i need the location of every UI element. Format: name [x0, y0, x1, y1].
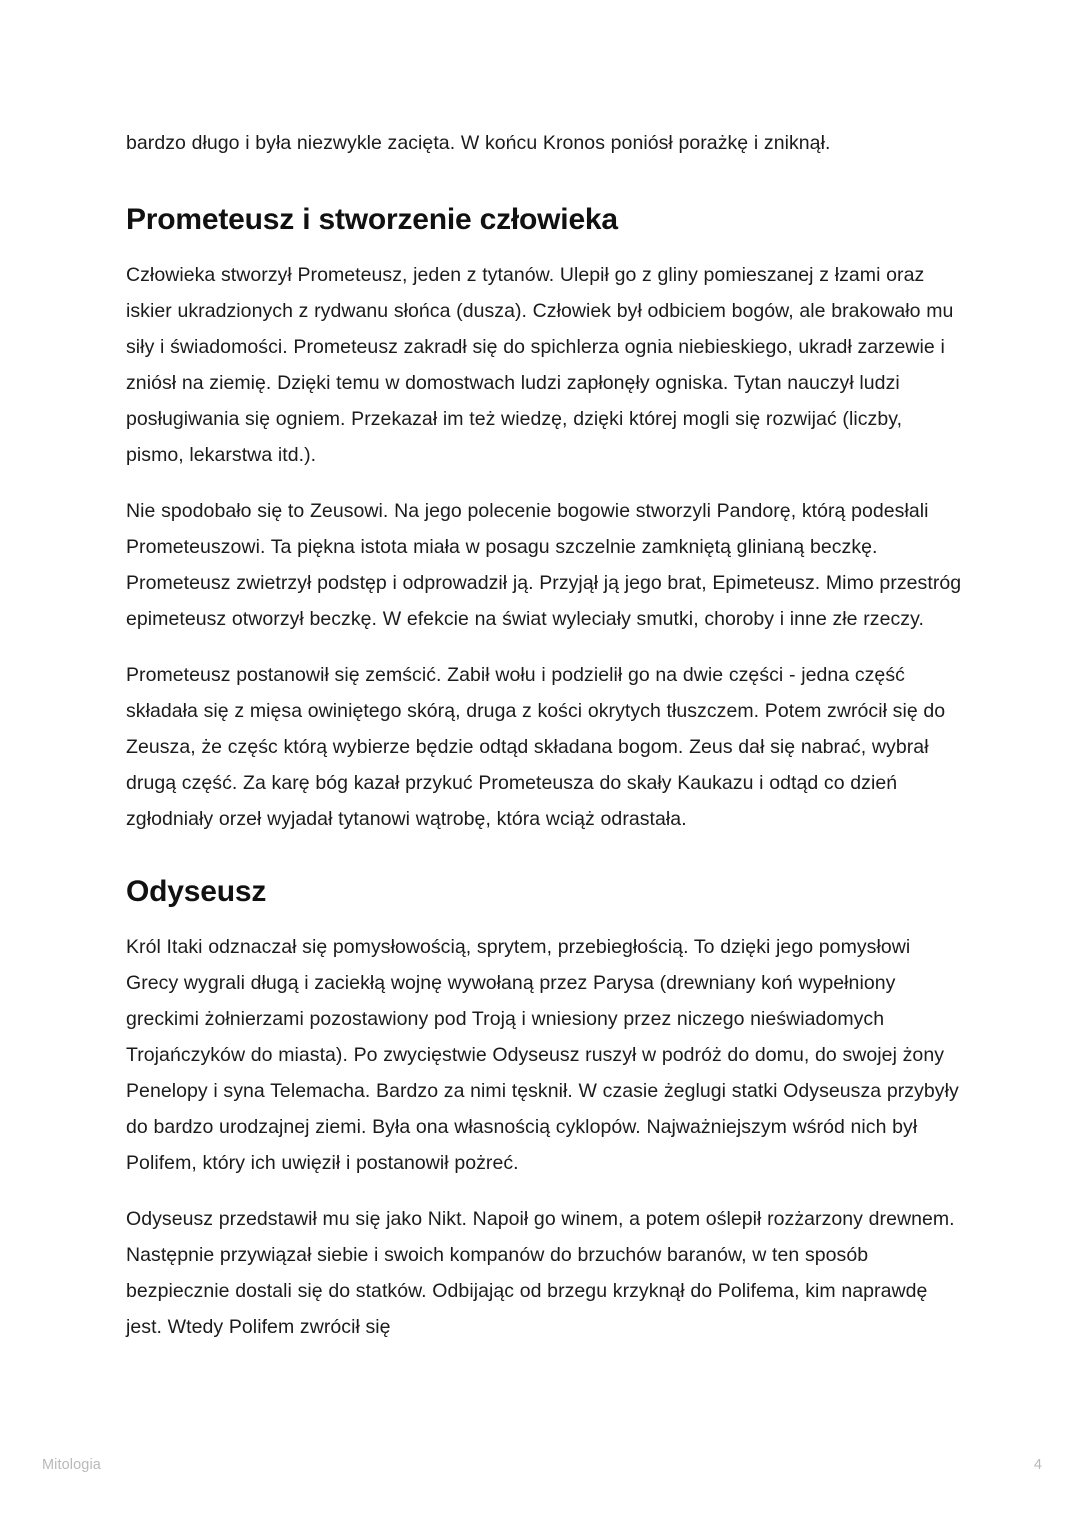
paragraph-prometeusz-1: Człowieka stworzył Prometeusz, jeden z tytanów. Ulepił go z gliny pomieszanej z łzami oraz iskier ukradzionych z rydwanu słońca (dusza). Człowiek był odbiciem bogów, ale brakowało mu siły i świadomości. Prometeusz zakradł się do spichlerza ognia niebieskiego, ukradł zarzewie i zniósł na ziemię. Dzięki temu w domostwach ludzi zapłonęły ogniska. Tytan nauczył ludzi posługiwania się ogniem. Przekazał im też wiedzę, dzięki której mogli się rozwijać (liczby, pismo, lekarstwa itd.). — [126, 264, 954, 466]
heading-prometeusz: Prometeusz i stworzenie człowieka — [126, 203, 618, 236]
paragraph-prometeusz-3: Prometeusz postanowił się zemścić. Zabił wołu i podzielił go na dwie części - jedna część składała się z mięsa owiniętego skórą, druga z kości okrytych tłuszczem. Potem zwrócił się do Zeusza, że częśc którą wybierze będzie odtąd składana bogom. Zeus dał się nabrać, wybrał drugą część. Za karę bóg kazał przykuć Prometeusza do skały Kaukazu i odtąd co dzień zgłodniały orzeł wyjadał tytanowi wątrobę, która wciąż odrastała. — [126, 664, 946, 830]
paragraph-odyseusz-2: Odyseusz przedstawił mu się jako Nikt. Napoił go winem, a potem oślepił rozżarzony drewnem. Następnie przywiązał siebie i swoich kompanów do brzuchów baranów, w ten sposób bezpiecznie dostali się do statków. Odbijając od brzegu krzyknął do Polifema, kim naprawdę jest. Wtedy Polifem zwrócił się — [126, 1208, 955, 1338]
paragraph-prometeusz-2: Nie spodobało się to Zeusowi. Na jego polecenie bogowie stworzyli Pandorę, którą podesłali Prometeuszowi. Ta piękna istota miała w posagu szczelnie zamkniętą glinianą beczkę. Prometeusz zwietrzył podstęp i odprowadził ją. Przyjął ją jego brat, Epimeteusz. Mimo przestróg epimeteusz otworzył beczkę. W efekcie na świat wyleciały smutki, choroby i inne złe rzeczy. — [126, 500, 962, 630]
paragraph-continued: bardzo długo i była niezwykle zacięta. W końcu Kronos poniósł porażkę i zniknął. — [126, 132, 831, 154]
footer-page-number: 4 — [1033, 1457, 1042, 1473]
paragraph-odyseusz-1: Król Itaki odznaczał się pomysłowością, sprytem, przebiegłością. To dzięki jego pomysłowi Grecy wygrali długą i zaciekłą wojnę wywołaną przez Parysa (drewniany koń wypełniony greckimi żołnierzami pozostawiony pod Troją i wniesiony przez niczego nieświadomych Trojańczyków do miasta). Po zwycięstwie Odyseusz ruszył w podróż do domu, do swojej żony Penelopy i syna Telemacha. Bardzo za nimi tęsknił. W czasie żeglugi statki Odyseusza przybyły do bardzo urodzajnej ziemi. Była ona własnością cyklopów. Najważniejszym wśród nich był Polifem, który ich uwięził i postanowił pożreć. — [126, 936, 959, 1174]
page-footer — [0, 1455, 1080, 1485]
page-content — [126, 125, 962, 1345]
footer-document-title: Mitologia — [42, 1457, 101, 1473]
heading-odyseusz: Odyseusz — [126, 875, 267, 908]
